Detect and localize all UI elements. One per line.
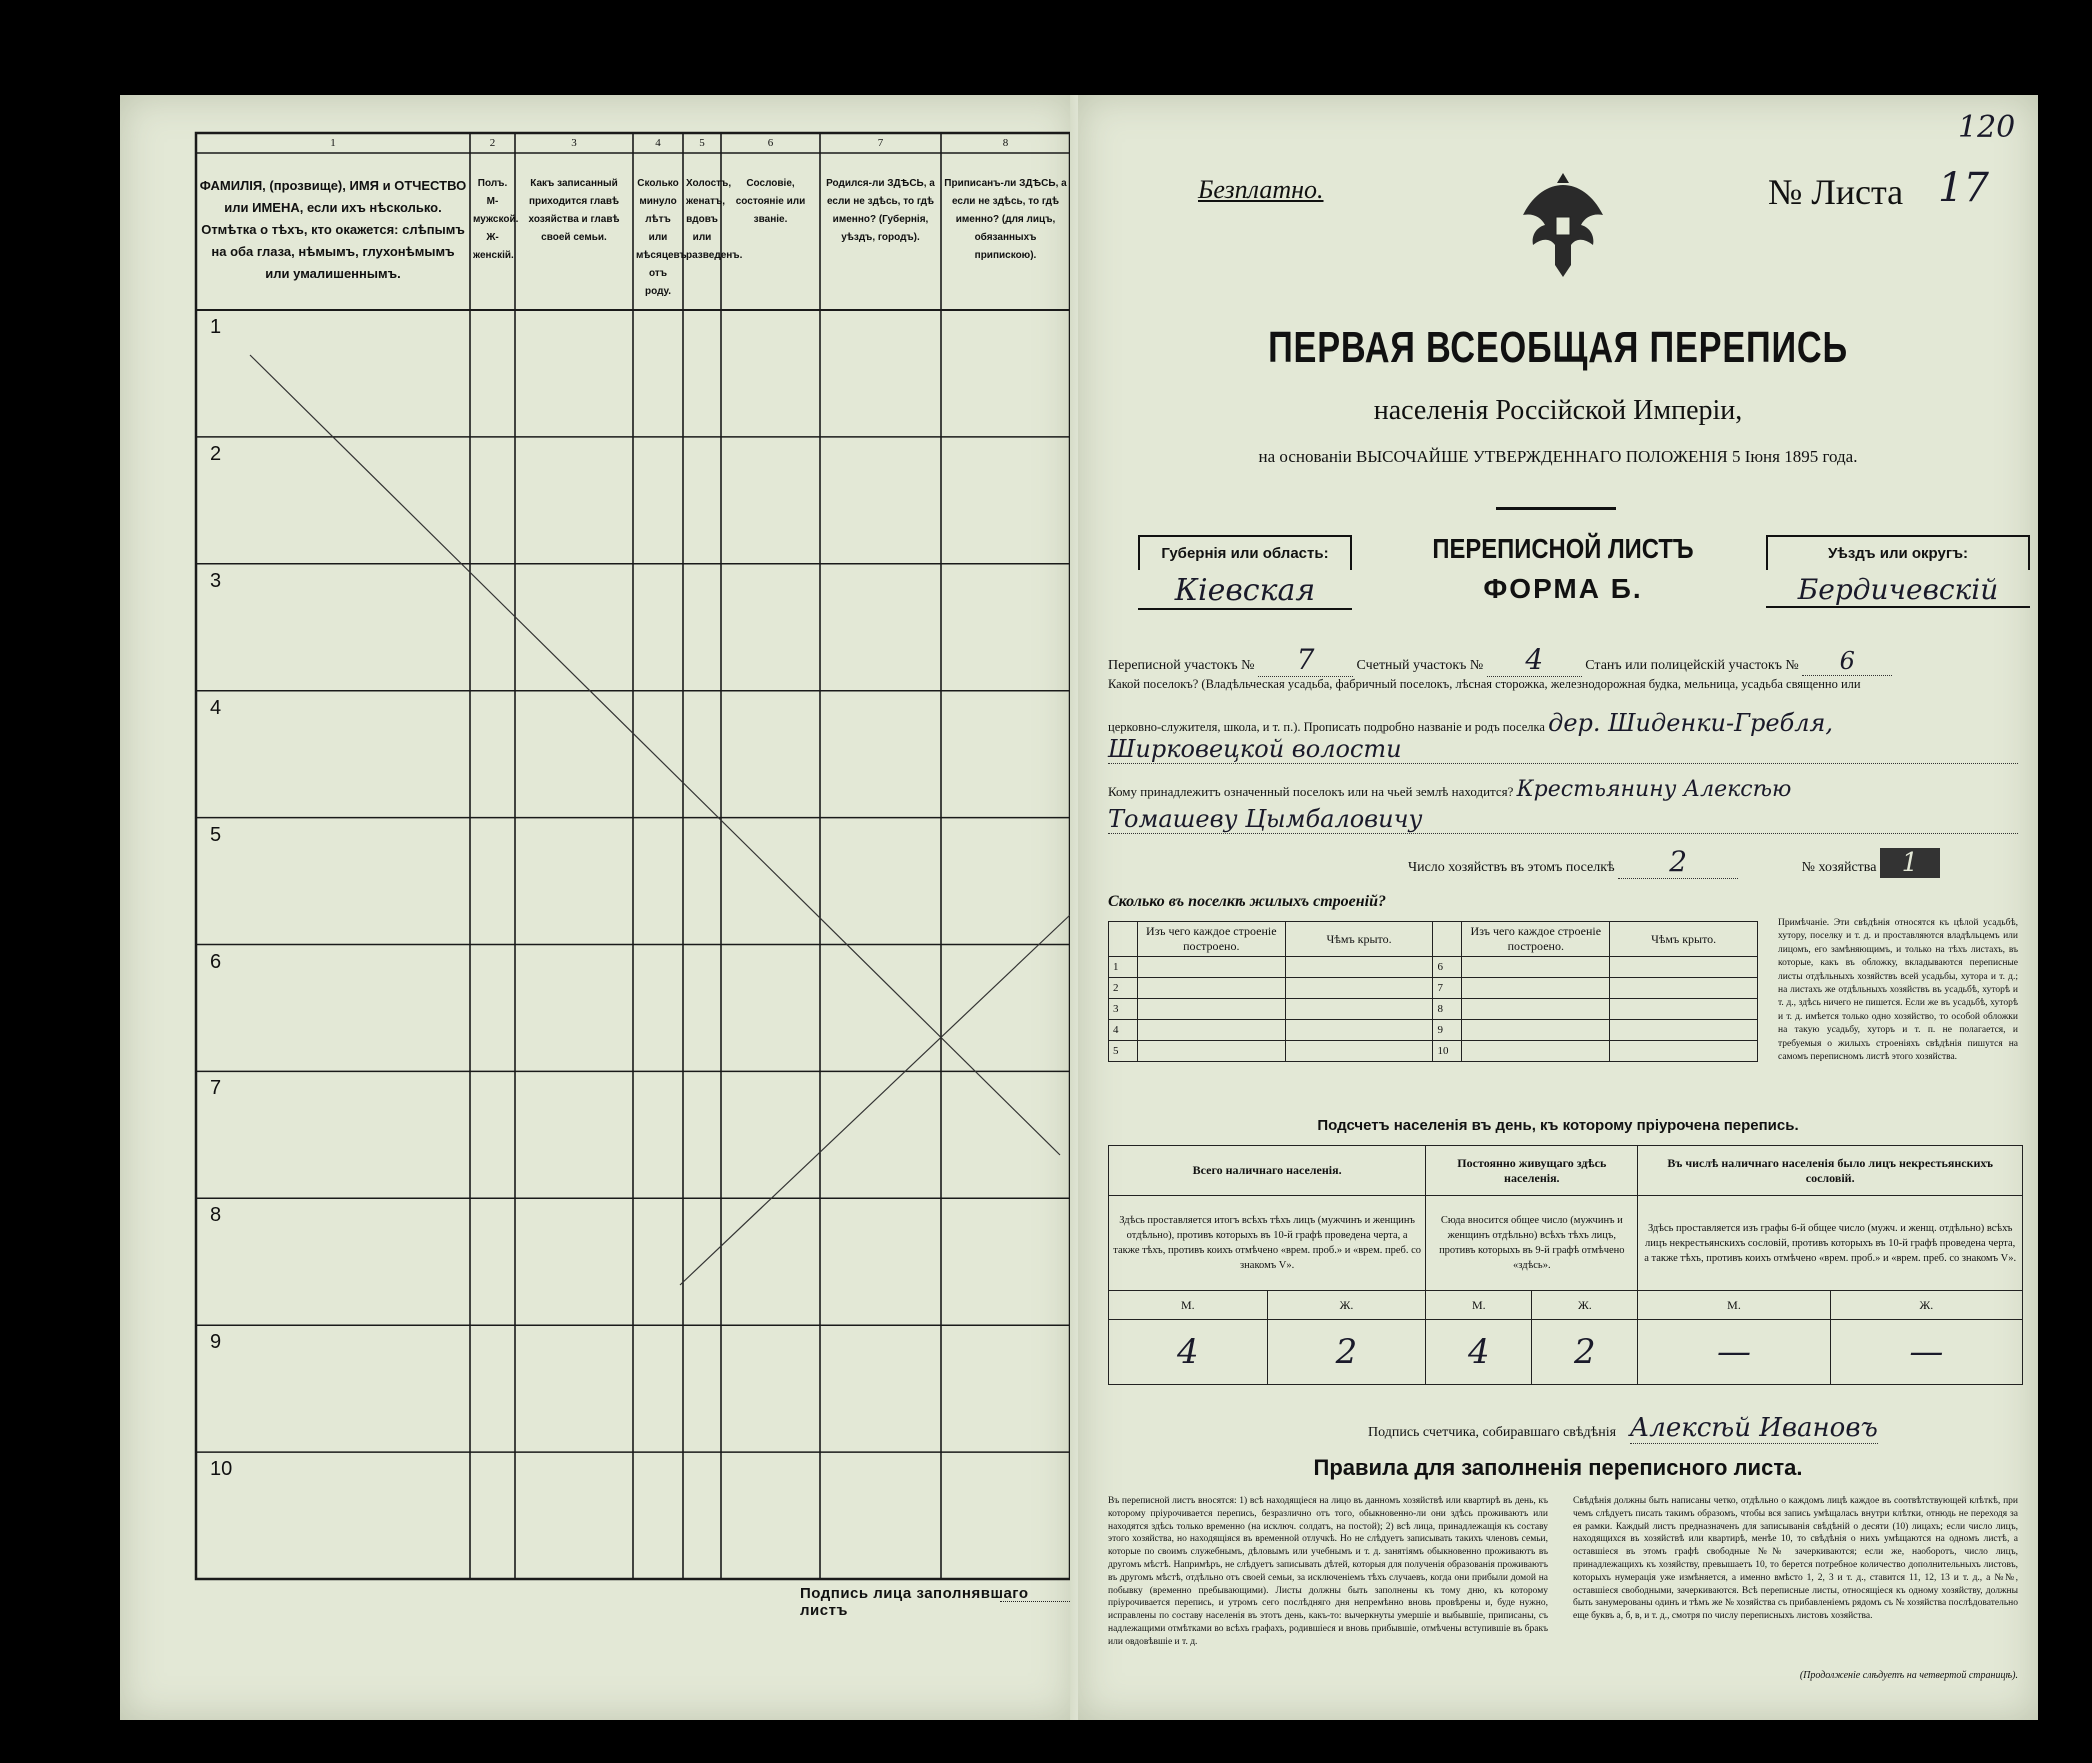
form-subtitle: ФОРМА Б. bbox=[1483, 573, 1643, 604]
counter-signature-label: Подпись счетчика, собиравшаго свѣдѣнія bbox=[1368, 1425, 1617, 1440]
column-header: Какъ записанный приходится главѣ хозяйства и главѣ своей семьи. bbox=[528, 178, 620, 243]
row-number: 10 bbox=[210, 1458, 233, 1481]
buildings-note: Примѣчаніе. Эти свѣдѣнія относятся къ цѣлой усадьбѣ, хутору, поселку и т. д. и проставляются владѣльцемъ или лицомъ, его замѣняющимъ, и только на тѣхъ листахъ, въ которые, какъ въ обложку, вкладываются переписные листы отдѣльныхъ хозяйствъ всей усадьбы, хутора и т. д.; на листахъ же отдѣльныхъ хозяйствъ въ усадьбѣ, хуторѣ и т. д., здѣсь ничего не пишется. Если же въ усадьбѣ, хуторѣ и т. д. имѣется только одно хозяйство, то особой обложки на такую усадьбу, хуторъ и т. п. не полагается, и требуемыя о жилыхъ строеніяхъ свѣдѣнія пишутся на самомъ переписномъ листѣ этого хозяйства. bbox=[1778, 918, 2018, 1063]
guberniya-label: Губернія или область: bbox=[1138, 535, 1352, 570]
guberniya-value: Кіевская bbox=[1138, 573, 1352, 610]
row-number: 2 bbox=[210, 442, 222, 465]
double-headed-eagle-emblem bbox=[1513, 165, 1613, 285]
right-page bbox=[1078, 95, 2038, 1720]
buildings-row bbox=[1109, 957, 1758, 978]
count-row bbox=[1109, 1146, 2023, 1196]
rules-right-column: Свѣдѣнія должны быть написаны четко, отдѣльно о каждомъ лицѣ каждое въ соотвѣтствующей клѣткѣ, при чемъ слѣдуетъ писать такимъ образомъ, чтобы вся запись умѣщалась внутри клѣтки, отнюдь не переходя за ея рамки. Каждый листъ предназначенъ для записыванія свѣдѣній о десяти (10) лицахъ; если число лицъ, находящихся въ хозяйствѣ или квартирѣ, менѣе 10, то свѣдѣнія о нихъ умѣщаются на одномъ листѣ, а оставшіеся въ этомъ графѣ свободные №№ зачеркиваются; если же, наоборотъ, число лицъ, принадлежащихъ къ хозяйству, превышаетъ 10, то берется потребное количество дополнительныхъ листовъ, которыхъ нумерація уже измѣняется, а именно вмѣсто 1, 2, 3 и т. д., ставится 11, 12, 13 и т. д., а №№, оставшіеся свободными, зачеркиваются. Всѣ переписные листы, относящіеся къ одному хозяйству, должны быть занумерованы одинъ и тѣмъ же № хозяйства съ прибавленіемъ рядомъ съ № хозяйства послѣдовательно еще буквъ а, б, в, и т. д., смотря по числу переписныхъ листовъ хозяйства. bbox=[1573, 1496, 2018, 1622]
signature-label: Подпись лица заполнявшаго листъ bbox=[800, 1585, 1029, 1619]
sheet-number-value: 17 bbox=[1938, 165, 1989, 211]
main-title: ПЕРВАЯ ВСЕОБЩАЯ ПЕРЕПИСЬ bbox=[1268, 323, 1848, 372]
count-row bbox=[1109, 1196, 2023, 1291]
subtitle-2: на основаніи ВЫСОЧАЙШЕ УТВЕРЖДЕННАГО ПОЛОЖЕНІЯ 5 Іюня 1895 года. bbox=[1258, 447, 1858, 466]
material-cell bbox=[1462, 1041, 1610, 1062]
row-number: 7 bbox=[210, 1077, 222, 1100]
row-number: 4 bbox=[210, 696, 222, 719]
settlement-name-value: дер. Шиденки-Гребля, bbox=[1548, 709, 1834, 737]
roof-cell bbox=[1610, 1020, 1758, 1041]
column-header: Приписанъ-ли ЗДѢСЬ, а если не здѣсь, то гдѣ именно? (для лицъ, обязанныхъ припискою). bbox=[944, 178, 1067, 261]
sheet-number-label: № Листа bbox=[1768, 172, 1904, 212]
row-index: 9 bbox=[1433, 1020, 1462, 1041]
counting-district-label: Счетный участокъ № bbox=[1356, 658, 1484, 673]
female-label: Ж. bbox=[1830, 1291, 2022, 1320]
roof-cell bbox=[1285, 978, 1433, 999]
buildings-label: Сколько въ поселкѣ жилыхъ строеній? bbox=[1108, 893, 1386, 910]
column-header: Сколько минуло лѣтъ или мѣсяцевъ отъ роду. bbox=[636, 178, 687, 297]
settlement-name-continued: Ширковецкой волости bbox=[1108, 735, 2018, 764]
buildings-col-roof-2: Чѣмъ крыто. bbox=[1610, 922, 1758, 957]
material-cell bbox=[1137, 999, 1285, 1020]
column-header: ФАМИЛІЯ, (прозвище), ИМЯ и ОТЧЕСТВО или ИМЕНА, если ихъ нѣсколько. Отмѣтка о тѣхъ, кто окажется: слѣпымъ на оба глаза, нѣмымъ, глухонѣмымъ или умалишеннымъ. bbox=[199, 178, 467, 281]
row-number: 1 bbox=[210, 316, 222, 338]
counter-signature-value: Алексѣй Ивановъ bbox=[1629, 1413, 1878, 1443]
buildings-row bbox=[1109, 999, 1758, 1020]
rules-left-column: Въ переписной листъ вносятся: 1) всѣ находящіеся на лицо въ данномъ хозяйствѣ или квартирѣ въ день, къ которому пріурочивается перепись, безразлично отъ того, обыкновенно-ли они здѣсь проживаютъ или находятся здѣсь только временно (на исключ. солдатъ, на постой); 2) всѣ лица, принадлежащія къ составу этого хозяйства, но находящіяся въ временной отлучкѣ. Но не слѣдуетъ записывать такихъ членовъ семьи, которые по своимъ служебнымъ, дѣловымъ или учебнымъ и т. д. занятіямъ обыкновенно проживаютъ въ другомъ мѣстѣ. Напримѣръ, не слѣдуетъ записывать дѣтей, которыя для полученія образованія проживаютъ въ другомъ мѣстѣ, отдѣльно отъ своей семьи, за исключеніемъ тѣхъ случаевъ, когда они прибыли домой на побывку (временно пребывающими). Листы должны быть заполнены къ тому дню, къ которому пріурочивается перепись, и утромъ сего послѣдняго дня непремѣнно вновь провѣрены и, буде нужно, исправлены по составу населенія въ этотъ день, какъ-то: вычеркнуты умершіе и выбывшіе, приписаны, съ надлежащими отмѣтками во всѣхъ графахъ, родившіеся и вновь прибывшіе, отмѣчены вступившіе въ бракъ или овдовѣвшіе и т. д. bbox=[1108, 1496, 1548, 1647]
roof-cell bbox=[1610, 957, 1758, 978]
enumeration-district-label: Переписной участокъ № bbox=[1108, 658, 1255, 673]
households-line bbox=[1408, 845, 1940, 879]
household-number-value: 1 bbox=[1880, 848, 1940, 878]
male-label: М. bbox=[1109, 1291, 1268, 1320]
enumeration-district-value: 7 bbox=[1258, 643, 1353, 677]
column-header: Холостъ, женатъ, вдовъ или разведенъ. bbox=[686, 178, 743, 261]
households-count-value: 2 bbox=[1618, 845, 1738, 879]
form-title: ПЕРЕПИСНОЙ ЛИСТЪ bbox=[1432, 533, 1694, 564]
material-cell bbox=[1462, 978, 1610, 999]
count-row bbox=[1109, 1291, 2023, 1320]
row-number: 9 bbox=[210, 1331, 222, 1354]
row-index: 5 bbox=[1109, 1041, 1138, 1062]
male-count-value: 4 bbox=[1426, 1320, 1532, 1385]
owner-value-continued: Томашеву Цымбаловичу bbox=[1108, 805, 2018, 834]
column-number: 1 bbox=[330, 137, 336, 149]
row-index: 6 bbox=[1433, 957, 1462, 978]
buildings-table bbox=[1108, 921, 1758, 1062]
material-cell bbox=[1462, 1020, 1610, 1041]
police-district-label: Станъ или полицейскій участокъ № bbox=[1585, 658, 1799, 673]
count-header: Постоянно живущаго здѣсь населенія. bbox=[1426, 1146, 1638, 1196]
material-cell bbox=[1137, 978, 1285, 999]
rules-title: Правила для заполненія переписного листа. bbox=[1313, 1455, 1803, 1480]
row-index: 2 bbox=[1109, 978, 1138, 999]
column-number: 7 bbox=[877, 137, 884, 149]
material-cell bbox=[1137, 1041, 1285, 1062]
row-index: 7 bbox=[1433, 978, 1462, 999]
female-count-value: — bbox=[1830, 1320, 2022, 1385]
counter-signature-line bbox=[1368, 1413, 1878, 1443]
owner-line bbox=[1108, 777, 2028, 802]
row-number: 6 bbox=[210, 950, 222, 973]
roof-cell bbox=[1610, 1041, 1758, 1062]
roof-cell bbox=[1285, 1041, 1433, 1062]
female-count-value: 2 bbox=[1267, 1320, 1426, 1385]
police-district-value: 6 bbox=[1802, 647, 1892, 676]
column-number: 4 bbox=[655, 137, 661, 149]
buildings-col-roof: Чѣмъ крыто. bbox=[1285, 922, 1433, 957]
column-number: 3 bbox=[571, 137, 577, 149]
column-number: 2 bbox=[489, 137, 496, 149]
household-number-label: № хозяйства bbox=[1801, 860, 1877, 875]
row-index: 10 bbox=[1433, 1041, 1462, 1062]
roof-cell bbox=[1610, 999, 1758, 1020]
continued-note: (Продолженіе слѣдуетъ на четвертой страницѣ). bbox=[1799, 1670, 2018, 1681]
row-number: 3 bbox=[210, 569, 222, 592]
count-description: Сюда вносится общее число (мужчинъ и женщинъ отдѣльно) всѣхъ тѣхъ лицъ, противъ которыхъ въ 9-й графѣ отмѣчено «здѣсь». bbox=[1426, 1196, 1638, 1291]
corner-handwritten-number: 120 bbox=[1958, 110, 2016, 145]
roof-cell bbox=[1610, 978, 1758, 999]
row-index: 8 bbox=[1433, 999, 1462, 1020]
uezd-value: Бердичевскій bbox=[1766, 573, 2030, 608]
subtitle: населенія Россійской Имперіи, bbox=[1373, 395, 1743, 426]
count-description: Здѣсь проставляется изъ графы 6-й общее число (мужч. и женщ. отдѣльно) всѣхъ лицъ некрестьянскихъ сословій, противъ которыхъ въ 10-й графѣ проведена черта, а также тѣхъ, противъ коихъ отмѣчено «врем. проб.» и «врем. преб. со знакомъ V». bbox=[1638, 1196, 2023, 1291]
male-label: М. bbox=[1426, 1291, 1532, 1320]
buildings-col-material-2: Изъ чего каждое строеніе построено. bbox=[1462, 922, 1610, 957]
population-count-table bbox=[1108, 1145, 2023, 1385]
buildings-row bbox=[1109, 1020, 1758, 1041]
count-header: Въ числѣ наличнаго населенія было лицъ некрестьянскихъ сословій. bbox=[1638, 1146, 2023, 1196]
row-index: 3 bbox=[1109, 999, 1138, 1020]
roof-cell bbox=[1285, 957, 1433, 978]
free-label: Безплатно. bbox=[1198, 175, 1324, 204]
roof-cell bbox=[1285, 999, 1433, 1020]
column-header: Родился-ли ЗДѢСЬ, а если не здѣсь, то гдѣ именно? (Губернія, уѣздъ, городъ). bbox=[826, 178, 935, 243]
column-number: 8 bbox=[1002, 137, 1009, 149]
count-title: Подсчетъ населенія въ день, къ которому пріурочена перепись. bbox=[1317, 1117, 1799, 1134]
buildings-col-material: Изъ чего каждое строеніе построено. bbox=[1137, 922, 1285, 957]
counting-district-value: 4 bbox=[1487, 643, 1582, 677]
title-divider bbox=[1496, 507, 1616, 510]
owner-prompt: Кому принадлежитъ означенный поселокъ или на чьей землѣ находится? bbox=[1108, 784, 1514, 799]
households-count-label: Число хозяйствъ въ этомъ поселкѣ bbox=[1408, 860, 1615, 875]
roof-cell bbox=[1285, 1020, 1433, 1041]
material-cell bbox=[1462, 957, 1610, 978]
row-number: 8 bbox=[210, 1204, 222, 1227]
info-line-1 bbox=[1108, 643, 1892, 677]
settlement-type-prompt: Какой поселокъ? (Владѣльческая усадьба, фабричный поселокъ, лѣсная сторожка, железнодорожная будка, мельница, усадьба священно или bbox=[1108, 677, 1861, 691]
material-cell bbox=[1137, 1020, 1285, 1041]
row-index: 1 bbox=[1109, 957, 1138, 978]
material-cell bbox=[1462, 999, 1610, 1020]
buildings-row bbox=[1109, 978, 1758, 999]
settlement-name-prompt: церковно-служителя, школа, и т. п.). Прописать подробно названіе и родъ поселка bbox=[1108, 720, 1545, 734]
count-row bbox=[1109, 1320, 2023, 1385]
settlement-name-line bbox=[1108, 709, 2028, 737]
male-count-value: 4 bbox=[1109, 1320, 1268, 1385]
row-index: 4 bbox=[1109, 1020, 1138, 1041]
female-count-value: 2 bbox=[1532, 1320, 1638, 1385]
column-header: Полъ. М-мужской. Ж-женскій. bbox=[473, 178, 519, 261]
male-count-value: — bbox=[1638, 1320, 1830, 1385]
female-label: Ж. bbox=[1267, 1291, 1426, 1320]
owner-value: Крестьянину Алексѣю bbox=[1516, 777, 1792, 802]
count-description: Здѣсь проставляется итогъ всѣхъ тѣхъ лицъ (мужчинъ и женщинъ отдѣльно), противъ которыхъ въ 10-й графѣ проведена черта, а также тѣхъ, противъ коихъ отмѣчено «врем. проб.» и «врем. преб. со знакомъ V». bbox=[1109, 1196, 1426, 1291]
left-table-lines bbox=[120, 95, 1075, 1720]
female-label: Ж. bbox=[1532, 1291, 1638, 1320]
count-header: Всего наличнаго населенія. bbox=[1109, 1146, 1426, 1196]
column-header: Сословіе, состояніе или званіе. bbox=[735, 178, 806, 225]
column-number: 6 bbox=[767, 137, 774, 149]
left-page bbox=[120, 95, 1075, 1720]
column-number: 5 bbox=[699, 137, 705, 149]
row-number: 5 bbox=[210, 823, 222, 846]
uezd-label: Уѣздъ или округъ: bbox=[1766, 535, 2030, 570]
buildings-row bbox=[1109, 1041, 1758, 1062]
signature-line bbox=[1000, 1601, 1070, 1602]
material-cell bbox=[1137, 957, 1285, 978]
male-label: М. bbox=[1638, 1291, 1830, 1320]
